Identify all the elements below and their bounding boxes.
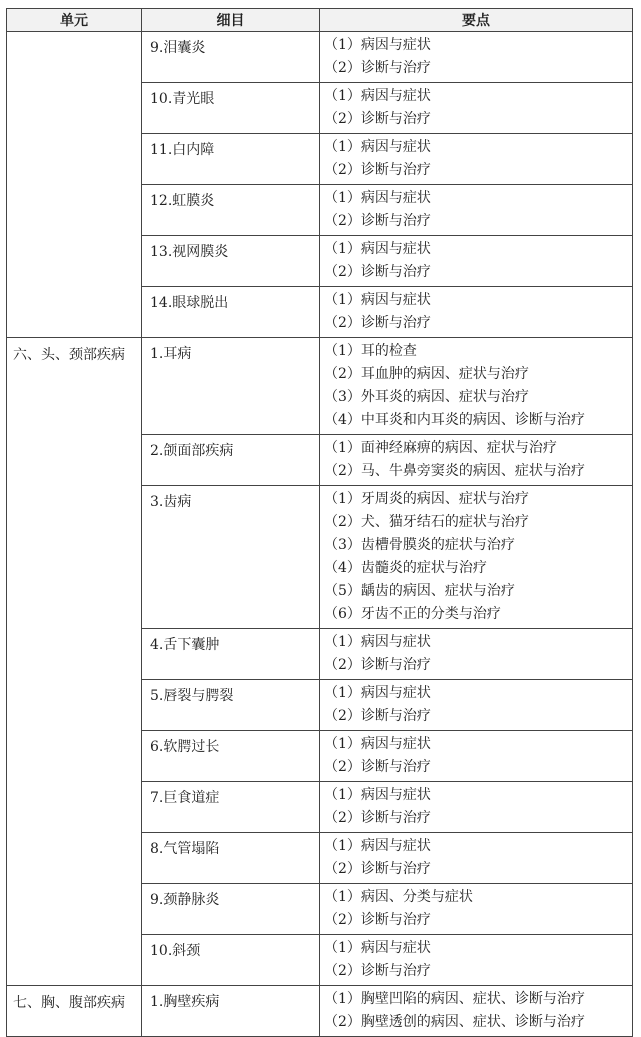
point-text: （2）诊断与治疗 [324,315,431,331]
item-cell: 4.舌下囊肿 [142,629,320,680]
point-text: （2）诊断与治疗 [324,708,431,724]
item-cell: 10.青光眼 [142,83,320,134]
point-text: （1）病因与症状 [324,940,431,956]
points-cell [320,833,633,884]
table-row [7,986,633,1037]
point-text: （1）耳的检查 [324,343,417,359]
points-cell [320,435,633,486]
point-text: （1）病因与症状 [324,787,431,803]
point-text: （2）诊断与治疗 [324,264,431,280]
item-cell: 1.耳病 [142,338,320,435]
header-unit: 单元 [7,9,142,32]
item-cell: 14.眼球脱出 [142,287,320,338]
point-text: （1）病因、分类与症状 [324,889,473,905]
item-cell: 11.白内障 [142,134,320,185]
point-text: （2）诊断与治疗 [324,861,431,877]
point-text: （1）病因与症状 [324,685,431,701]
item-cell: 7.巨食道症 [142,782,320,833]
item-cell: 9.泪囊炎 [142,32,320,83]
point-text: （2）诊断与治疗 [324,759,431,775]
point-text: （6）牙齿不正的分类与治疗 [324,606,501,622]
points-cell [320,287,633,338]
points-cell [320,731,633,782]
unit-cell: 六、头、颈部疾病 [7,338,142,986]
points-cell [320,236,633,287]
header-points: 要点 [320,9,633,32]
item-cell: 8.气管塌陷 [142,833,320,884]
syllabus-table [6,8,633,1037]
point-text: （3）外耳炎的病因、症状与治疗 [324,389,529,405]
point-text: （2）诊断与治疗 [324,111,431,127]
point-text: （3）齿槽骨膜炎的症状与治疗 [324,537,515,553]
point-text: （2）诊断与治疗 [324,60,431,76]
point-text: （1）胸壁凹陷的病因、症状、诊断与治疗 [324,991,585,1007]
point-text: （2）诊断与治疗 [324,912,431,928]
point-text: （1）病因与症状 [324,634,431,650]
point-text: （2）犬、猫牙结石的症状与治疗 [324,514,529,530]
item-cell: 6.软腭过长 [142,731,320,782]
point-text: （5）龋齿的病因、症状与治疗 [324,583,515,599]
table-body [7,32,633,1037]
table-row [7,338,633,435]
point-text: （2）马、牛鼻旁窦炎的病因、症状与治疗 [324,463,585,479]
points-cell [320,884,633,935]
item-cell: 5.唇裂与腭裂 [142,680,320,731]
points-cell [320,782,633,833]
points-cell [320,629,633,680]
syllabus-table-container [6,8,633,1037]
unit-cell: 七、胸、腹部疾病 [7,986,142,1037]
point-text: （1）面神经麻痹的病因、症状与治疗 [324,440,557,456]
unit-cell [7,32,142,338]
point-text: （4）齿髓炎的症状与治疗 [324,560,487,576]
point-text: （1）病因与症状 [324,838,431,854]
points-cell [320,486,633,629]
point-text: （1）病因与症状 [324,37,431,53]
point-text: （2）诊断与治疗 [324,162,431,178]
points-cell [320,338,633,435]
point-text: （2）耳血肿的病因、症状与治疗 [324,366,529,382]
points-cell [320,680,633,731]
points-cell [320,134,633,185]
points-cell [320,32,633,83]
point-text: （2）诊断与治疗 [324,657,431,673]
points-cell [320,83,633,134]
point-text: （1）病因与症状 [324,292,431,308]
header-item: 细目 [142,9,320,32]
item-cell: 9.颈静脉炎 [142,884,320,935]
points-cell [320,185,633,236]
item-cell: 10.斜颈 [142,935,320,986]
points-cell [320,986,633,1037]
header-row [7,9,633,32]
item-cell: 13.视网膜炎 [142,236,320,287]
point-text: （4）中耳炎和内耳炎的病因、诊断与治疗 [324,412,585,428]
item-cell: 1.胸壁疾病 [142,986,320,1037]
point-text: （1）病因与症状 [324,736,431,752]
item-cell: 12.虹膜炎 [142,185,320,236]
point-text: （1）病因与症状 [324,190,431,206]
item-cell: 3.齿病 [142,486,320,629]
point-text: （2）胸壁透创的病因、症状、诊断与治疗 [324,1014,585,1030]
point-text: （2）诊断与治疗 [324,213,431,229]
point-text: （2）诊断与治疗 [324,963,431,979]
point-text: （1）病因与症状 [324,88,431,104]
table-row [7,32,633,83]
points-cell [320,935,633,986]
point-text: （1）牙周炎的病因、症状与治疗 [324,491,529,507]
item-cell: 2.颌面部疾病 [142,435,320,486]
point-text: （1）病因与症状 [324,241,431,257]
point-text: （1）病因与症状 [324,139,431,155]
point-text: （2）诊断与治疗 [324,810,431,826]
